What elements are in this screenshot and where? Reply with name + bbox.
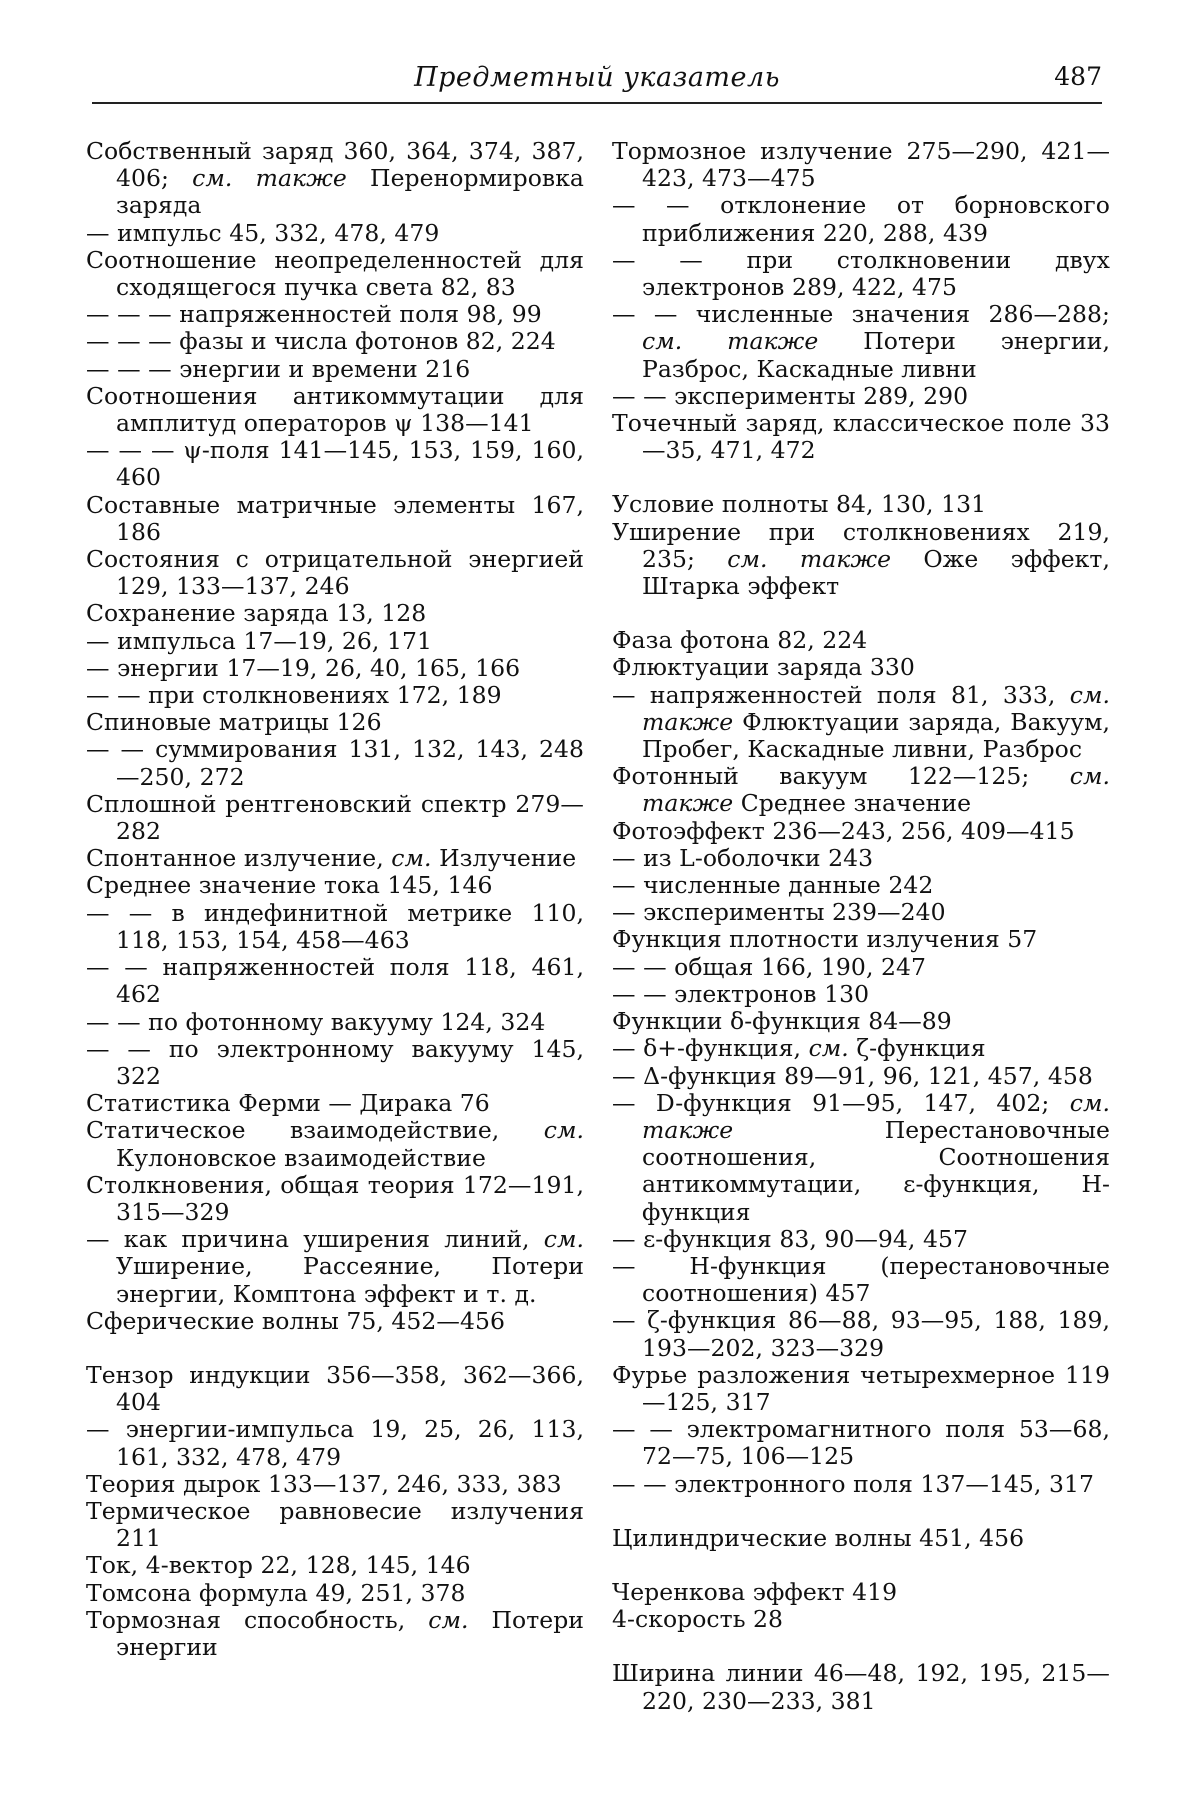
- index-entry: [612, 926, 1110, 953]
- cross-reference-marker: см. также: [642, 680, 1110, 736]
- index-entry-text: Ток, 4-вектор 22, 128, 145, 146: [86, 1551, 471, 1580]
- index-entry: [86, 682, 584, 709]
- index-entry-text: — — напряженностей поля 118, 461, 462: [86, 953, 584, 1009]
- index-entry-text: Соотношение неопределенностей для сходящегося пучка света 82, 83: [86, 245, 584, 302]
- index-entry: [86, 1172, 584, 1226]
- index-entry-text: Функции δ-функция 84—89: [612, 1007, 952, 1036]
- cross-reference-marker: см.: [391, 844, 432, 873]
- index-entry: [86, 1090, 584, 1117]
- index-entry: [612, 247, 1110, 301]
- index-entry-text: — H-функция (перестановочные соотношения) 457: [612, 1251, 1110, 1308]
- index-entry: [612, 301, 1110, 383]
- index-entry-text: — — электромагнитного поля 53—68, 72—75, 106—125: [612, 1415, 1110, 1471]
- index-entry-text: — энергии 17—19, 26, 40, 165, 166: [86, 653, 521, 682]
- index-entry: [612, 383, 1110, 410]
- index-entry-text: — из L-оболочки 243: [612, 843, 874, 872]
- index-entry-text: Тормозная способность,: [86, 1605, 429, 1634]
- index-entry-text: Фотоэффект 236—243, 256, 409—415: [612, 816, 1075, 845]
- index-entry: [86, 1471, 584, 1498]
- index-entry-text: — импульса 17—19, 26, 171: [86, 626, 432, 655]
- index-entry-text: — — — энергии и времени 216: [86, 354, 471, 383]
- index-entry-text: Тензор индукции 356—358, 362—366, 404: [86, 1360, 584, 1417]
- index-entry: [86, 1607, 584, 1661]
- cross-reference-target: Флюктуации заряда, Вакуум, Пробег, Каскадные ливни, Разброс: [642, 707, 1110, 764]
- cross-reference-marker: см. также: [727, 544, 892, 573]
- cross-reference-target: Излучение: [431, 844, 577, 873]
- index-entry: [612, 1525, 1110, 1552]
- header-rule: [92, 102, 1102, 104]
- index-entry: [612, 138, 1110, 192]
- index-entry: [612, 410, 1110, 464]
- index-entry: [86, 600, 584, 627]
- index-entry-text: — энергии-импульса 19, 25, 26, 113, 161, 332, 478, 479: [86, 1415, 584, 1471]
- index-entry-text: Состояния с отрицательной энергией 129, 133—137, 246: [86, 545, 584, 601]
- cross-reference-target: Оже эффект, Штарка эффект: [642, 544, 1110, 601]
- index-entry: [612, 1579, 1110, 1606]
- index-entry-text: — численные данные 242: [612, 871, 934, 900]
- index-entry-text: Составные матричные элементы 167, 186: [86, 490, 584, 546]
- index-entry: [612, 954, 1110, 981]
- index-entry: [612, 1226, 1110, 1253]
- index-entry-text: Сплошной рентгеновский спектр 279—282: [86, 789, 584, 846]
- index-entry: [86, 1552, 584, 1579]
- cross-reference-target: Уширение, Рассеяние, Потери энергии, Комптона эффект и т. д.: [116, 1252, 584, 1308]
- index-entry-text: — — по электронному вакууму 145, 322: [86, 1034, 584, 1090]
- index-entry-text: Цилиндрические волны 451, 456: [612, 1523, 1025, 1552]
- index-entry-text: Точечный заряд, классическое поле 33—35, 471, 472: [612, 409, 1110, 465]
- index-entry-text: — ε-функция 83, 90—94, 457: [612, 1224, 968, 1253]
- index-entry-text: Функция плотности излучения 57: [612, 925, 1038, 954]
- index-entry: [86, 356, 584, 383]
- index-entry: [612, 1063, 1110, 1090]
- index-entry: [612, 1253, 1110, 1307]
- index-entry: [86, 1117, 584, 1171]
- index-entry: [86, 709, 584, 736]
- index-entry: [612, 1471, 1110, 1498]
- cross-reference-marker: см.: [808, 1034, 849, 1063]
- index-entry-text: — ζ-функция 86—88, 93—95, 188, 189, 193—202, 323—329: [612, 1306, 1110, 1362]
- cross-reference-target: ζ-функция: [848, 1034, 986, 1063]
- index-entry-text: — как причина уширения линий,: [86, 1225, 544, 1254]
- index-entry: [86, 220, 584, 247]
- index-entry: [612, 1606, 1110, 1633]
- index-entry: [86, 1362, 584, 1416]
- index-entry: [86, 845, 584, 872]
- cross-reference-marker: см. также: [642, 327, 819, 356]
- index-entry-text: Спиновые матрицы 126: [86, 708, 382, 737]
- index-entry: [86, 247, 584, 301]
- index-entry: [86, 1580, 584, 1607]
- index-entry: [86, 954, 584, 1008]
- index-entry: [612, 1307, 1110, 1361]
- index-entry-text: — — электронов 130: [612, 979, 870, 1008]
- index-entry: [612, 1035, 1110, 1062]
- index-entry: [612, 519, 1110, 601]
- index-entry: [86, 1009, 584, 1036]
- cross-reference-marker: см.: [543, 1116, 584, 1145]
- index-entry: [86, 1498, 584, 1552]
- cross-reference-marker: см. также: [642, 1088, 1110, 1144]
- index-entry-text: — напряженностей поля 81, 333,: [612, 680, 1070, 709]
- index-entry: [612, 1416, 1110, 1470]
- index-entry: [612, 899, 1110, 926]
- index-entry-text: — — электронного поля 137—145, 317: [612, 1469, 1094, 1498]
- index-entry: [612, 1660, 1110, 1714]
- index-entry: [86, 1226, 584, 1308]
- index-entry-text: Томсона формула 49, 251, 378: [86, 1578, 466, 1607]
- index-entry-text: — — суммирования 131, 132, 143, 248—250, 272: [86, 735, 584, 791]
- index-entry: [612, 654, 1110, 681]
- index-entry-text: Фурье разложения четырехмерное 119—125, 317: [612, 1360, 1110, 1416]
- cross-reference-target: Среднее значение: [733, 789, 972, 818]
- index-entry: [612, 682, 1110, 764]
- cross-reference-target: Кулоновское взаимодействие: [116, 1143, 486, 1172]
- index-entry: [86, 628, 584, 655]
- index-entry-text: — — при столкновении двух электронов 289, 422, 475: [612, 245, 1110, 302]
- index-entry-text: Флюктуации заряда 330: [612, 653, 915, 682]
- index-entry: [86, 328, 584, 355]
- index-entry-text: Среднее значение тока 145, 146: [86, 871, 493, 900]
- index-entry-text: Условие полноты 84, 130, 131: [612, 490, 987, 519]
- index-entry-text: 4-скорость 28: [612, 1605, 784, 1634]
- index-entry: [612, 1090, 1110, 1226]
- index-entry: [86, 1308, 584, 1335]
- index-entry-text: — — при столкновениях 172, 189: [86, 681, 502, 710]
- index-entry-text: Сохранение заряда 13, 128: [86, 599, 427, 628]
- index-entry: [86, 655, 584, 682]
- index-entry: [86, 1036, 584, 1090]
- index-entry-text: — — — ψ-поля 141—145, 153, 159, 160, 460: [86, 436, 584, 492]
- index-entry-text: — D-функция 91—95, 147, 402;: [612, 1088, 1070, 1117]
- index-entry-text: Термическое равновесие излучения 211: [86, 1496, 584, 1553]
- index-entry: [86, 492, 584, 546]
- index-entry-text: Ширина линии 46—48, 192, 195, 215—220, 230—233, 381: [612, 1659, 1110, 1715]
- index-entry-text: — — — фазы и числа фотонов 82, 224: [86, 327, 556, 356]
- index-entry: [86, 138, 584, 220]
- index-entry: [86, 872, 584, 899]
- index-entry-text: — импульс 45, 332, 478, 479: [86, 218, 440, 247]
- index-entry-text: — Δ-функция 89—91, 96, 121, 457, 458: [612, 1061, 1093, 1090]
- cross-reference-target: Потери энергии: [116, 1605, 585, 1661]
- index-entry: [86, 383, 584, 437]
- index-entry: [612, 1008, 1110, 1035]
- page-number: 487: [1054, 62, 1102, 91]
- index-entry-text: Фаза фотона 82, 224: [612, 626, 868, 655]
- index-entry: [86, 437, 584, 491]
- index-entry: [86, 546, 584, 600]
- index-entry-text: — δ+-функция,: [612, 1034, 809, 1063]
- index-entry-text: Теория дырок 133—137, 246, 333, 383: [86, 1469, 562, 1498]
- cross-reference-target: Перенормировка заряда: [116, 164, 584, 220]
- index-entry-text: Тормозное излучение 275—290, 421—423, 473—475: [612, 137, 1110, 193]
- page-title: Предметный указатель: [414, 62, 780, 93]
- index-entry-text: — — эксперименты 289, 290: [612, 381, 969, 410]
- index-entry: [86, 1416, 584, 1470]
- index-entry-text: Черенкова эффект 419: [612, 1577, 898, 1606]
- running-head: [92, 58, 1102, 102]
- index-entry: [86, 301, 584, 328]
- index-entry-text: Уширение при столкновениях 219, 235;: [612, 517, 1110, 573]
- index-entry: [612, 818, 1110, 845]
- index-entry: [612, 491, 1110, 518]
- index-entry-text: — — общая 166, 190, 247: [612, 952, 926, 981]
- index-entry-text: — — численные значения 286—288;: [612, 300, 1110, 329]
- index-entry: [612, 763, 1110, 817]
- index-entry: [86, 900, 584, 954]
- index-entry: [612, 1362, 1110, 1416]
- index-entry-text: — — по фотонному вакууму 124, 324: [86, 1007, 546, 1036]
- index-entry: [612, 192, 1110, 246]
- cross-reference-marker: см. также: [642, 762, 1110, 818]
- cross-reference-target: Потери энергии, Разброс, Каскадные ливни: [642, 327, 1110, 383]
- index-entry: [612, 627, 1110, 654]
- index-entry: [86, 791, 584, 845]
- index-entry-text: Спонтанное излучение,: [86, 844, 392, 873]
- cross-reference-marker: см.: [428, 1605, 469, 1634]
- cross-reference-marker: см. также: [192, 164, 347, 193]
- index-column-left: [86, 138, 584, 1661]
- index-entry-text: — эксперименты 239—240: [612, 898, 946, 927]
- cross-reference-marker: см.: [543, 1225, 584, 1254]
- cross-reference-target: Перестановочные соотношения, Соотношения антикоммутации, ε-функция, H-функция: [642, 1115, 1110, 1226]
- index-entry-text: Сферические волны 75, 452—456: [86, 1306, 505, 1335]
- index-entry-text: — — отклонение от борновского приближения 220, 288, 439: [612, 191, 1110, 247]
- index-entry-text: — — в индефинитной метрике 110, 118, 153, 154, 458—463: [86, 898, 584, 954]
- index-entry-text: Соотношения антикоммутации для амплитуд операторов ψ 138—141: [86, 381, 584, 438]
- index-entry-text: Собственный заряд 360, 364, 374, 387, 406;: [86, 137, 584, 193]
- index-entry-text: Столкновения, общая теория 172—191, 315—329: [86, 1170, 584, 1226]
- index-entry: [86, 736, 584, 790]
- index-entry-text: Фотонный вакуум 122—125;: [612, 762, 1070, 791]
- index-entry-text: — — — напряженностей поля 98, 99: [86, 300, 542, 329]
- index-entry-text: Статистика Ферми — Дирака 76: [86, 1089, 490, 1118]
- index-column-right: [612, 138, 1110, 1715]
- index-entry-text: Статическое взаимодействие,: [86, 1116, 544, 1145]
- index-entry: [612, 845, 1110, 872]
- index-entry: [612, 981, 1110, 1008]
- index-entry: [612, 872, 1110, 899]
